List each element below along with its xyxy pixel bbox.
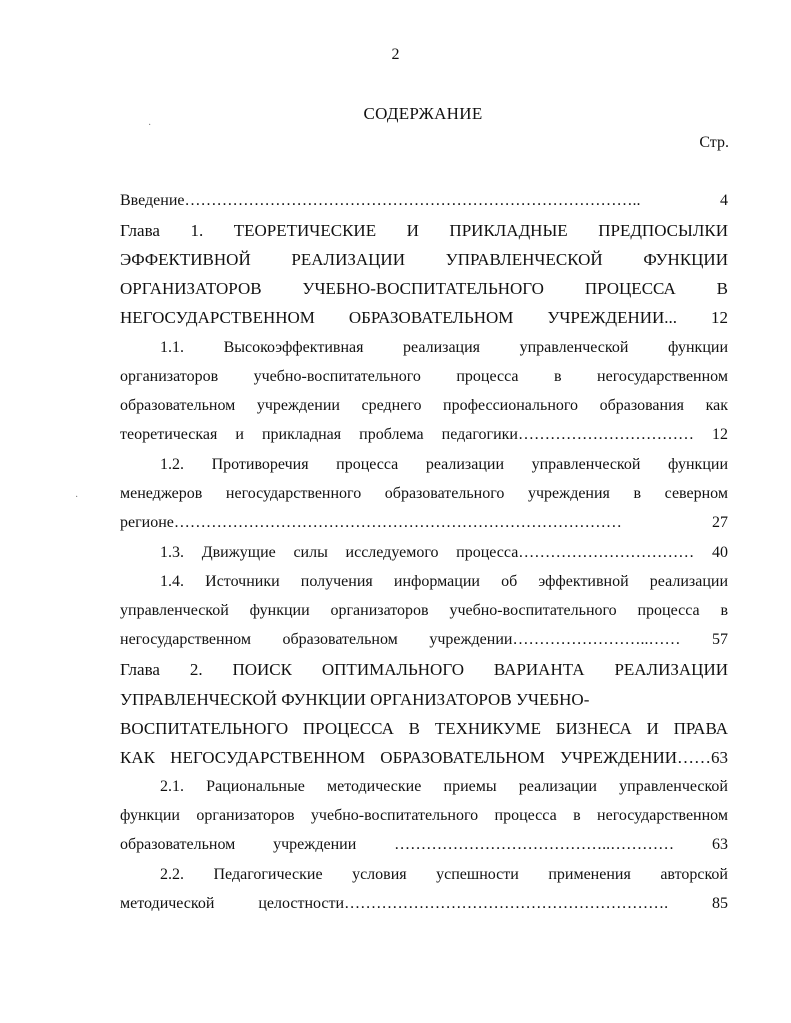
toc-chapter-2-line-2: УПРАВЛЕНЧЕСКОЙ ФУНКЦИИ ОРГАНИЗАТОРОВ УЧЕБНО- bbox=[120, 690, 590, 709]
page-number: 2 bbox=[391, 46, 400, 63]
toc-chapter-1-line-3: ОРГАНИЗАТОРОВ УЧЕБНО-ВОСПИТАТЕЛЬНОГО ПРОЦЕССА В bbox=[120, 279, 728, 298]
scan-speck: · bbox=[75, 492, 79, 503]
toc-chapter-2-line-1: Глава 2. ПОИСК ОПТИМАЛЬНОГО ВАРИАНТА РЕАЛИЗАЦИИ bbox=[120, 660, 728, 679]
toc-section-1-4-line-3: негосударственном образовательном учреждении……………………..…… 57 bbox=[120, 631, 728, 648]
toc-section-1-1-line-2: организаторов учебно-воспитательного процесса в негосударственном bbox=[120, 368, 728, 385]
toc-chapter-2-line-3: ВОСПИТАТЕЛЬНОГО ПРОЦЕССА В ТЕХНИКУМЕ БИЗНЕСА И ПРАВА bbox=[120, 719, 728, 738]
toc-section-2-2-line-1: 2.2. Педагогические условия успешности применения авторской bbox=[160, 866, 728, 883]
toc-section-1-2-line-2: менеджеров негосударственного образовательного учреждения в северном bbox=[120, 485, 728, 502]
toc-section-1-4-line-2: управленческой функции организаторов учебно-воспитательного процесса в bbox=[120, 602, 728, 619]
toc-section-1-2-line-1: 1.2. Противоречия процесса реализации управленческой функции bbox=[160, 456, 728, 473]
toc-chapter-1-line-2: ЭФФЕКТИВНОЙ РЕАЛИЗАЦИИ УПРАВЛЕНЧЕСКОЙ ФУНКЦИИ bbox=[120, 250, 728, 269]
toc-section-1-3: 1.3. Движущие силы исследуемого процесса…………………………… 40 bbox=[160, 544, 728, 561]
toc-section-1-1-line-3: образовательном учреждении среднего профессионального образования как bbox=[120, 397, 728, 414]
scan-speck: · bbox=[148, 120, 152, 131]
page-title: СОДЕРЖАНИЕ bbox=[363, 104, 483, 123]
toc-section-1-1-line-1: 1.1. Высокоэффективная реализация управленческой функции bbox=[160, 339, 728, 356]
toc-section-2-2-line-2: методической целостности……………………………………………………. 85 bbox=[120, 895, 728, 912]
page-column-label: Стр. bbox=[699, 134, 729, 151]
toc-entry-intro: Введение………………………………………………………………………….. 4 bbox=[120, 192, 728, 209]
toc-chapter-2-line-4: КАК НЕГОСУДАРСТВЕННОМ ОБРАЗОВАТЕЛЬНОМ УЧРЕЖДЕНИИ……63 bbox=[120, 748, 728, 767]
toc-chapter-1-line-1: Глава 1. ТЕОРЕТИЧЕСКИЕ И ПРИКЛАДНЫЕ ПРЕДПОСЫЛКИ bbox=[120, 221, 728, 240]
toc-section-2-1-line-1: 2.1. Рациональные методические приемы реализации управленческой bbox=[160, 778, 728, 795]
toc-section-2-1-line-3: образовательном учреждении …………………………………..………… 63 bbox=[120, 836, 728, 853]
toc-section-1-4-line-1: 1.4. Источники получения информации об эффективной реализации bbox=[160, 573, 728, 590]
toc-section-1-1-line-4: теоретическая и прикладная проблема педагогики…………………………… 12 bbox=[120, 426, 728, 443]
toc-section-2-1-line-2: функции организаторов учебно-воспитательного процесса в негосударственном bbox=[120, 807, 728, 824]
toc-section-1-2-line-3: регионе………………………………………………………………………… 27 bbox=[120, 514, 728, 531]
toc-chapter-1-line-4: НЕГОСУДАРСТВЕННОМ ОБРАЗОВАТЕЛЬНОМ УЧРЕЖДЕНИИ... 12 bbox=[120, 308, 728, 327]
